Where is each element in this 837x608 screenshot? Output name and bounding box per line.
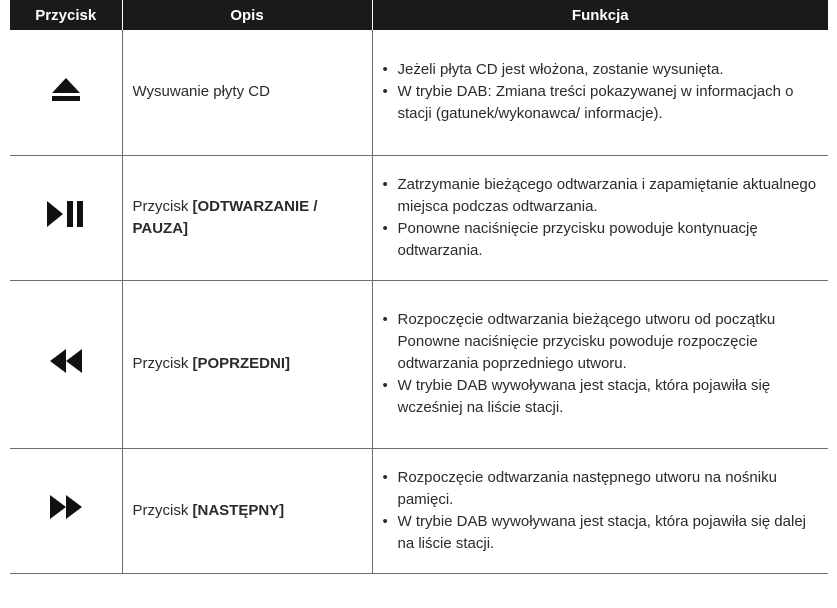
function-list bbox=[383, 174, 819, 262]
description-text: Wysuwanie płyty CD bbox=[132, 83, 270, 101]
description-prefix: Przycisk bbox=[132, 501, 193, 519]
function-cell bbox=[372, 30, 828, 155]
button-name: [NASTĘPNY] bbox=[192, 501, 285, 519]
table-row bbox=[10, 280, 828, 448]
list-item: • Zatrzymanie bieżącego odtwarzania i zapamiętanie aktualnego miejsca podczas odtwarzania. bbox=[383, 174, 819, 218]
list-item-continuation: Ponowne naciśnięcie przycisku powoduje rozpoczęcie odtwarzania poprzedniego utworu. bbox=[397, 333, 758, 372]
list-item: • Jeżeli płyta CD jest włożona, zostanie wysunięta. bbox=[383, 59, 819, 81]
function-list bbox=[383, 467, 819, 555]
function-cell bbox=[372, 280, 828, 448]
button-name: [POPRZEDNI] bbox=[192, 355, 290, 372]
list-item: • W trybie DAB wywoływana jest stacja, która pojawiła się dalej na liście stacji. bbox=[383, 511, 819, 555]
table-row bbox=[10, 448, 828, 573]
eject-icon bbox=[51, 76, 81, 102]
list-item: • Rozpoczęcie odtwarzania następnego utworu na nośniku pamięci. bbox=[383, 467, 819, 511]
table-header-row bbox=[10, 0, 828, 30]
document-page bbox=[10, 0, 828, 574]
description-prefix: Przycisk bbox=[132, 197, 193, 215]
icon-cell bbox=[10, 448, 122, 573]
table-row bbox=[10, 30, 828, 155]
header-description: Opis bbox=[122, 0, 372, 30]
list-item: • W trybie DAB wywoływana jest stacja, która pojawiła się wcześniej na liście stacji. bbox=[383, 375, 819, 419]
list-item: • W trybie DAB: Zmiana treści pokazywanej w informacjach o stacji (gatunek/wykonawca/ informacje). bbox=[383, 81, 819, 125]
function-cell bbox=[372, 155, 828, 280]
header-function: Funkcja bbox=[372, 0, 828, 30]
icon-cell bbox=[10, 155, 122, 280]
description-cell bbox=[122, 155, 372, 280]
description-cell bbox=[122, 448, 372, 573]
icon-cell bbox=[10, 280, 122, 448]
previous-icon bbox=[49, 348, 83, 374]
description-cell bbox=[122, 30, 372, 155]
table-row bbox=[10, 155, 828, 280]
icon-cell bbox=[10, 30, 122, 155]
header-button: Przycisk bbox=[10, 0, 122, 30]
description-cell bbox=[122, 280, 372, 448]
button-name: [ODTWARZANIE / PAUZA] bbox=[132, 197, 318, 237]
function-list bbox=[383, 59, 819, 125]
function-list bbox=[383, 309, 819, 419]
list-item: • Rozpoczęcie odtwarzania bieżącego utworu od początku bbox=[383, 309, 819, 331]
next-icon bbox=[49, 494, 83, 520]
description-prefix: Przycisk bbox=[132, 355, 193, 372]
button-function-table bbox=[10, 0, 828, 574]
play-pause-icon bbox=[46, 200, 86, 228]
list-item: • Ponowne naciśnięcie przycisku powoduje kontynuację odtwarzania. bbox=[383, 218, 819, 262]
function-cell bbox=[372, 448, 828, 573]
